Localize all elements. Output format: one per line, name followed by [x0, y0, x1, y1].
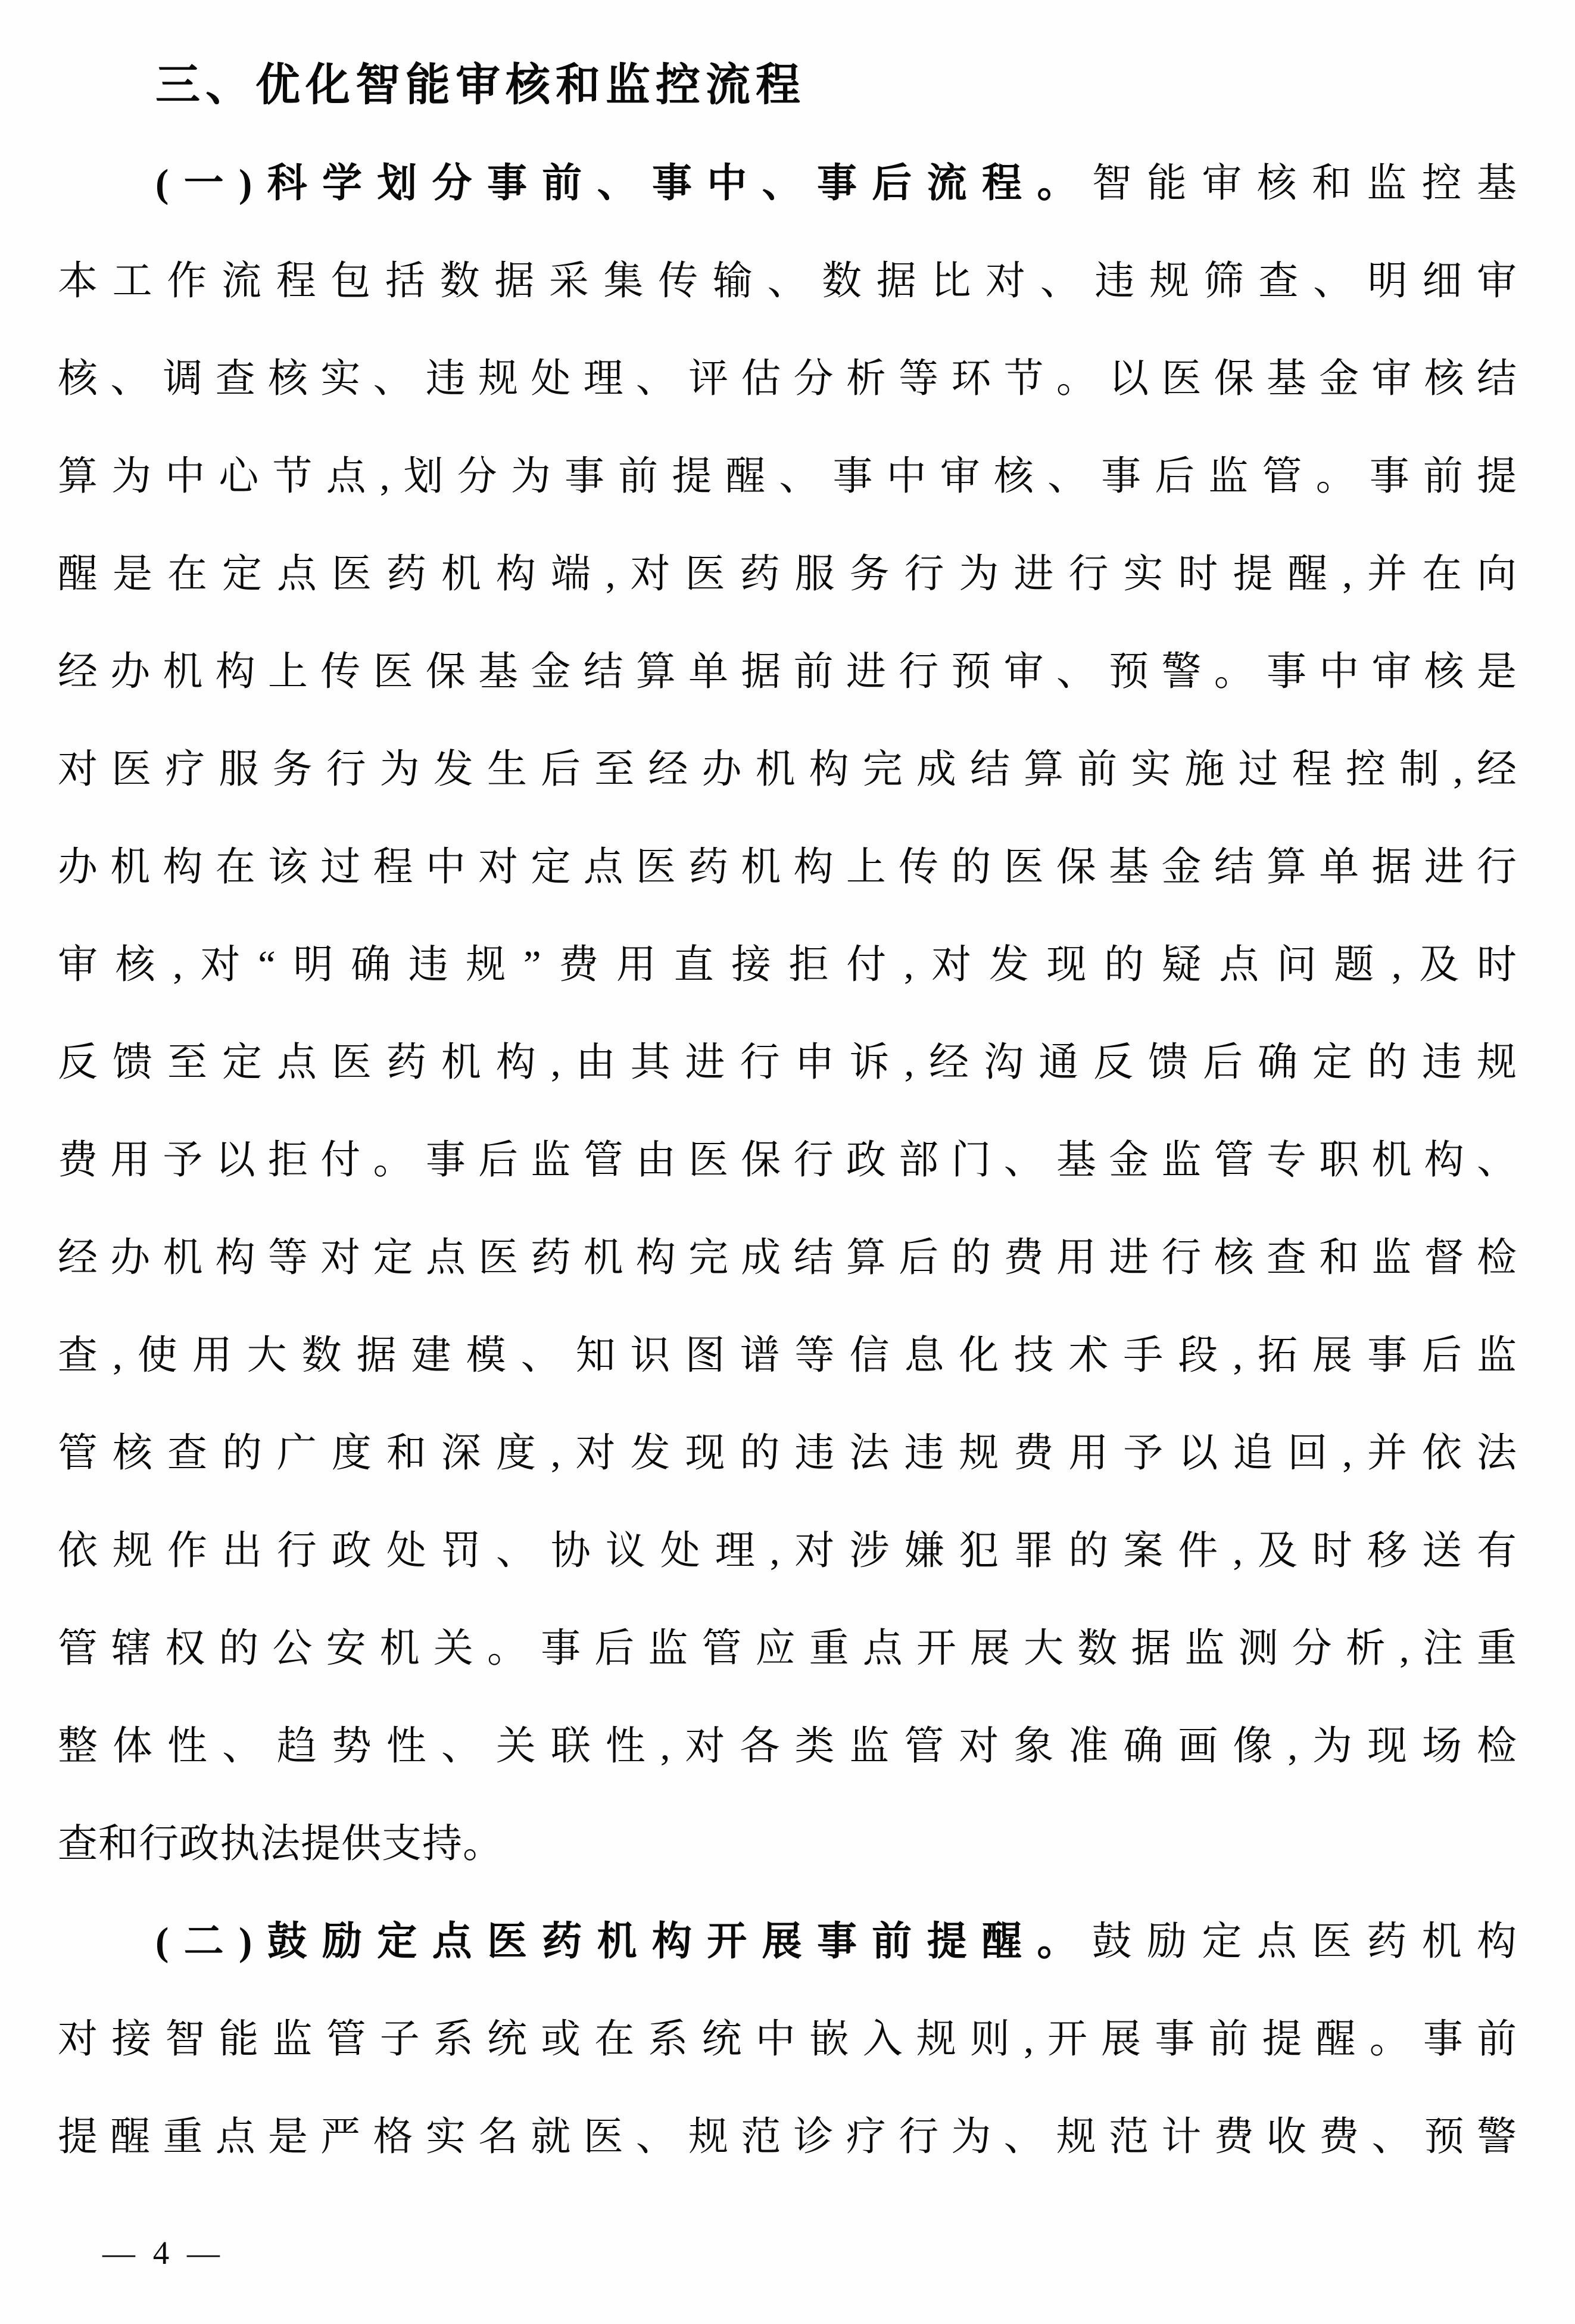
section-heading [58, 37, 1517, 135]
text-line-text: 鼓励定点医药机构 [1091, 1920, 1518, 1964]
text-line-text: 整体性、趋势性、关联性,对各类监管对象准确画像,为现场检 [58, 1724, 1517, 1768]
text-line [58, 1111, 1517, 1209]
text-line-text: 反馈至定点医药机构,由其进行申诉,经沟通反馈后确定的违规 [58, 1040, 1517, 1085]
section-heading-text: 三、优化智能审核和监控流程 [155, 61, 806, 110]
text-line-text: 办机构在该过程中对定点医药机构上传的医保基金结算单据进行 [58, 845, 1517, 889]
text-line [58, 916, 1517, 1014]
text-line-text: 查和行政执法提供支持。 [58, 1822, 503, 1866]
text-line-text: 对接智能监管子系统或在系统中嵌入规则,开展事前提醒。事前 [58, 2017, 1517, 2061]
text-line [58, 1893, 1517, 1990]
document-body [58, 37, 1517, 2186]
text-line [58, 1404, 1517, 1502]
text-line-text: 核、调查核实、违规处理、评估分析等环节。以医保基金审核结 [58, 357, 1517, 401]
text-line [58, 232, 1517, 330]
text-line [58, 1990, 1517, 2088]
paragraph-lead-bold: (一)科学划分事前、事中、事后流程。 [155, 161, 1092, 205]
text-line-text: 提醒重点是严格实名就医、规范诊疗行为、规范计费收费、预警 [58, 2115, 1517, 2159]
text-line-text: 算为中心节点,划分为事前提醒、事中审核、事后监管。事前提 [58, 454, 1517, 499]
text-line-text: 醒是在定点医药机构端,对医药服务行为进行实时提醒,并在向 [58, 552, 1517, 596]
text-line-text: 对医疗服务行为发生后至经办机构完成结算前实施过程控制,经 [58, 747, 1517, 792]
text-line [58, 1697, 1517, 1795]
text-line [58, 525, 1517, 623]
text-line [58, 1502, 1517, 1600]
text-line [58, 1014, 1517, 1111]
text-line-text: 依规作出行政处罚、协议处理,对涉嫌犯罪的案件,及时移送有 [58, 1529, 1517, 1573]
text-line-text: 审核,对“明确违规”费用直接拒付,对发现的疑点问题,及时 [58, 943, 1517, 987]
text-line [58, 1600, 1517, 1697]
text-line [58, 135, 1517, 232]
text-line-text: 经办机构等对定点医药机构完成结算后的费用进行核查和监督检 [58, 1236, 1517, 1280]
text-line-text: 经办机构上传医保基金结算单据前进行预审、预警。事中审核是 [58, 650, 1517, 694]
text-line [58, 1795, 1517, 1893]
text-line [58, 1307, 1517, 1404]
text-line [58, 330, 1517, 428]
paragraph-lead-bold: (二)鼓励定点医药机构开展事前提醒。 [155, 1920, 1092, 1964]
text-line [58, 428, 1517, 525]
text-line [58, 623, 1517, 721]
text-line-text: 查,使用大数据建模、知识图谱等信息化技术手段,拓展事后监 [58, 1334, 1517, 1378]
text-line-text: 管核查的广度和深度,对发现的违法违规费用予以追回,并依法 [58, 1431, 1517, 1475]
text-line [58, 1209, 1517, 1307]
text-line-text: 本工作流程包括数据采集传输、数据比对、违规筛查、明细审 [58, 259, 1517, 303]
text-line-text: 费用予以拒付。事后监管由医保行政部门、基金监管专职机构、 [58, 1138, 1517, 1182]
text-line-text: 管辖权的公安机关。事后监管应重点开展大数据监测分析,注重 [58, 1627, 1517, 1671]
text-line-text: 智能审核和监控基 [1091, 161, 1518, 205]
text-line [58, 2088, 1517, 2186]
text-line [58, 721, 1517, 818]
text-line [58, 818, 1517, 916]
page-number: — 4 — [102, 2235, 224, 2271]
